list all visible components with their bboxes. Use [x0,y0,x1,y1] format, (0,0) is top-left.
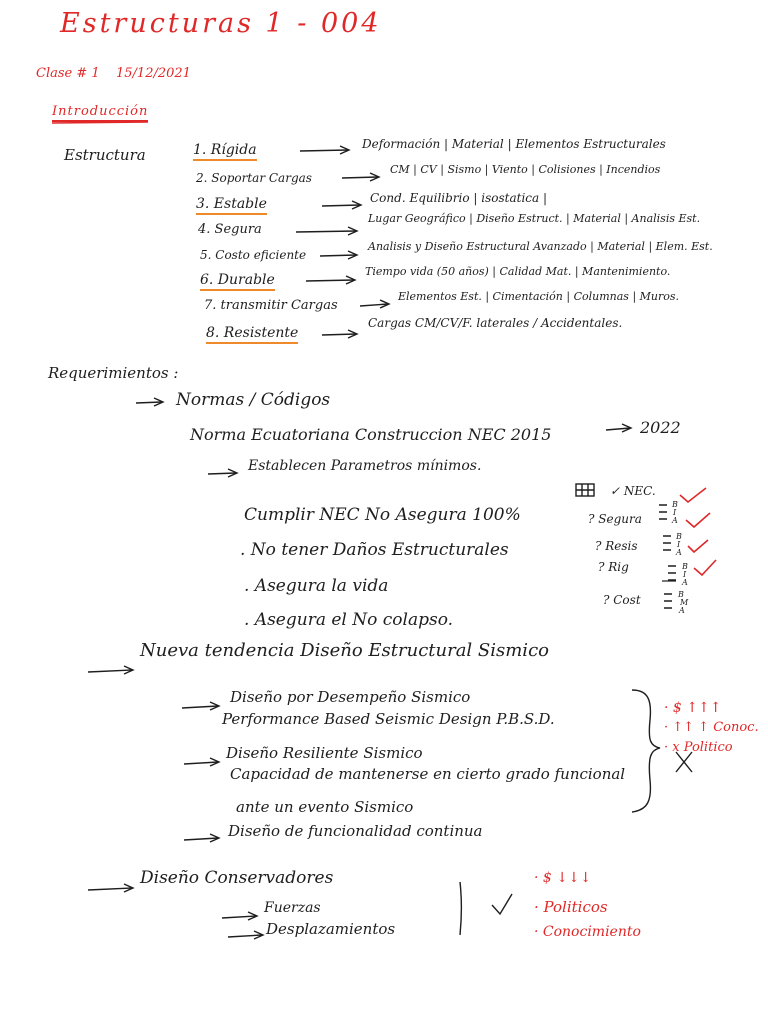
scale-letter: B [678,590,684,599]
brace-icon [632,690,660,812]
arrow-icon [182,702,219,710]
scale-letter: B [672,500,678,509]
nec-year: 2022 [640,418,681,437]
normas-heading: Normas / Códigos [176,390,331,410]
side-nec-check: ✓ NEC. [610,484,656,498]
side-question: ? Rig [598,560,629,574]
nueva-tendencia-heading: Nueva tendencia Diseño Estructural Sismico [140,640,549,661]
bullet-item: . No tener Daños Estructurales [240,540,509,560]
arrow-icon [184,758,219,766]
estructura-item-name: 4. Segura [198,222,262,237]
scale-letter: I [683,570,687,579]
estructura-item-desc: Analisis y Diseño Estructural Avanzado | Material | Elem. Est. [368,240,713,253]
conservadores-item: Fuerzas [264,900,321,916]
requerimientos-label: Requerimientos : [48,364,179,382]
arrow-icon [136,398,163,406]
arrow-icon [342,173,379,181]
arrow-icon [306,276,355,284]
estructura-item-desc: Tiempo vida (50 años) | Calidad Mat. | Mantenimiento. [365,265,671,278]
estructura-item-name: 7. transmitir Cargas [204,298,338,313]
arrow-icon [184,834,219,842]
estructura-item-name: 2. Soportar Cargas [196,171,312,185]
scale-letter: A [676,548,682,557]
arrow-icon [322,201,361,209]
class-date: 15/12/2021 [116,66,191,81]
divider-line [460,882,462,935]
estructura-item-desc: Cond. Equilibrio | isostatica | [370,191,548,205]
estructura-item-desc: Lugar Geográfico | Diseño Estruct. | Material | Analisis Est. [368,212,701,225]
scale-letter: A [672,516,678,525]
scale-letter: A [682,578,688,587]
class-label: Clase # 1 [36,66,100,81]
scale-letter: B [682,562,688,571]
arrow-icon [320,251,357,259]
nec-line: Norma Ecuatoriana Construccion NEC 2015 [190,425,552,444]
tendencia-item: Performance Based Seismic Design P.B.S.D. [222,710,555,728]
arrow-icon [88,666,133,674]
bullet-item: . Asegura la vida [244,576,389,596]
arrow-icon [360,300,389,308]
side-question: ? Resis [595,539,638,553]
grid-icon [576,484,594,496]
title-underlines [52,122,148,123]
scale-letter: B [676,532,682,541]
arrow-icon [606,424,631,432]
conservadores-heading: Diseño Conservadores [140,868,334,888]
arrow-icon [322,330,357,338]
scale-letter: I [677,540,681,549]
estructura-item-desc: Elementos Est. | Cimentación | Columnas | Muros. [398,290,680,303]
estructura-item-desc: Deformación | Material | Elementos Estructurales [362,137,666,151]
conservadores-item: Desplazamientos [266,920,396,938]
page-title: Estructuras 1 - 004 [60,8,382,39]
tendencia-item: Diseño por Desempeño Sismico [230,688,471,706]
tendencia-note: · x Politico [664,740,733,755]
arrow-icon [228,931,263,939]
cross-icon [676,752,692,772]
estructura-item-name: 1. Rígida [193,142,257,161]
heading-underline [52,122,148,123]
arrow-icon [88,884,133,892]
tendencia-item: Diseño de funcionalidad continua [228,822,483,840]
estructura-label: Estructura [64,146,146,164]
cumplir-line: Cumplir NEC No Asegura 100% [244,505,521,525]
estructura-item-name: 5. Costo eficiente [200,248,307,262]
scale-letter: A [679,606,685,615]
arrow-icon [208,469,237,477]
section-heading: Introducción [52,104,148,122]
conservadores-note: · Politicos [534,898,608,916]
tendencia-item: ante un evento Sismico [236,798,414,816]
establecen-line: Establecen Parametros mínimos. [248,458,482,474]
arrow-icon [296,227,357,235]
tendencia-item: Capacidad de mantenerse en cierto grado funcional [230,765,626,783]
check-icon [694,560,716,575]
bullet-item: . Asegura el No colapso. [244,610,454,630]
side-question: ? Segura [588,512,642,526]
estructura-item-name: 3. Estable [196,196,267,215]
check-icon [680,488,706,502]
conservadores-note: · $ ↓↓↓ [534,870,592,886]
check-icon [492,894,512,914]
scale-letter: I [673,508,677,517]
tendencia-item: Diseño Resiliente Sismico [226,744,423,762]
check-icon [688,540,708,552]
side-question: ? Cost [603,593,641,607]
arrow-icon [222,912,257,920]
check-icon [686,513,710,527]
estructura-item-desc: CM | CV | Sismo | Viento | Colisiones | Incendios [390,163,661,176]
estructura-item-name: 6. Durable [200,272,275,291]
estructura-item-desc: Cargas CM/CV/F. laterales / Accidentales. [368,316,623,330]
conservadores-note: · Conocimiento [534,924,641,940]
estructura-item-name: 8. Resistente [206,325,298,344]
tendencia-note: · $ ↑↑↑ [664,700,722,716]
tendencia-note: · ↑↑ ↑ Conoc. [664,720,759,735]
scale-letter: M [680,598,689,607]
arrow-icon [300,146,349,154]
